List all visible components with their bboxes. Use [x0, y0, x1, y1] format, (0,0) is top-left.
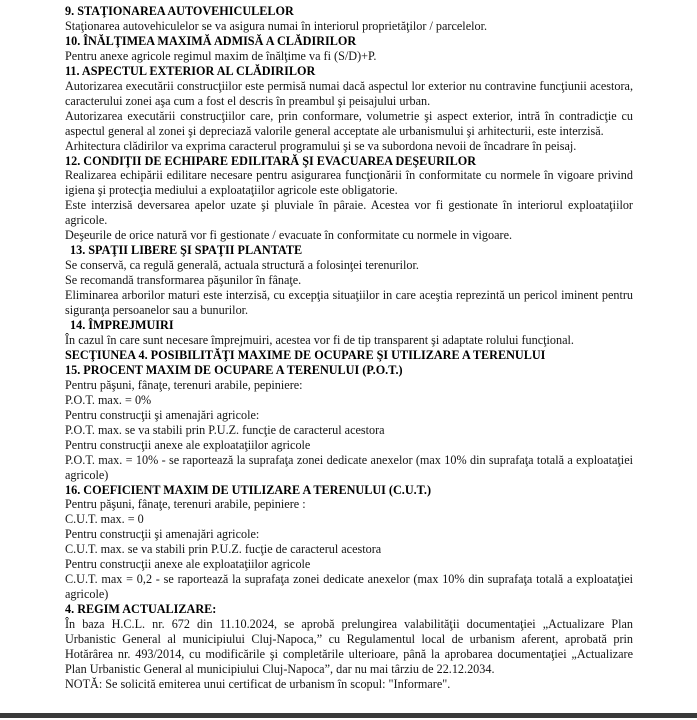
para-pot-puz: P.O.T. max. se va stabili prin P.U.Z. funcţie de caracterul acestora — [65, 422, 385, 437]
heading-9-stationarea-autovehiculelor: 9. STAŢIONAREA AUTOVEHICULELOR — [65, 4, 294, 18]
para-realizarea-echiparii: Realizarea echipării edilitare necesare pentru asigurarea funcţionării în conformitate cu normele în vigoare privind igiena şi protecţia mediului a exploataţiilor agricole este obligatorie. — [65, 168, 633, 198]
para-autorizare-aspect-exterior-1: Autorizarea executării construcţiilor este permisă numai dacă aspectul lor exterior nu contravine funcţiunii acestora, caracterului zonei aşa cum a fost el descris în preambul şi peisajului urban. — [65, 78, 633, 108]
heading-16-cut: 16. COEFICIENT MAXIM DE UTILIZARE A TERENULUI (C.U.T.) — [65, 482, 432, 497]
heading-14-imprejmuiri: 14. ÎMPREJMUIRI — [70, 318, 174, 333]
para-deseurile: Deşeurile de orice natură vor fi gestionate / evacuate în conformitate cu normele in vigoare. — [65, 228, 513, 243]
para-arhitectura-cladirilor: Arhitectura clădirilor va exprima caracterul programului şi se va subordona nevoii de încadrare în peisaj. — [65, 138, 577, 153]
para-cut-constructii-amenajari: Pentru construcţii şi amenajări agricole: — [65, 527, 260, 542]
para-pot-max-10: P.O.T. max. = 10% - se raportează la suprafaţa zonei dedicate anexelor (max 10% din suprafaţa totală a exploataţiei agricole) — [65, 452, 633, 482]
para-eliminarea-arborilor: Eliminarea arborilor maturi este interzisă, cu excepţia situaţiilor in care aceştia reprezintă un pericol iminent pentru siguranţa persoanelor sau a bunurilor. — [65, 288, 633, 318]
heading-12-conditii-echipare: 12. CONDIŢII DE ECHIPARE EDILITARĂ ŞI EVACUAREA DEŞEURILOR — [65, 153, 477, 168]
heading-15-pot: 15. PROCENT MAXIM DE OCUPARE A TERENULUI (P.O.T.) — [65, 362, 403, 377]
para-hcl-672-prelungire: În baza H.C.L. nr. 672 din 11.10.2024, se aprobă prelungirea valabilităţii documentaţiei „Actualizare Plan Urbanistic General al municipiului Cluj-Napoca,” cu Regulamentul local de urbanism aferent, aprobată prin Hotărârea nr. 493/2014, cu modificările şi completările ulterioare, până la aprobarea documentaţiei „Actualizare Plan Urbanistic General al municipiului Cluj-Napoca”, dar nu mai târziu de 22.12.2034. — [65, 617, 633, 676]
para-transformare-pasuni: Se recomandă transformarea păşunilor în fânaţe. — [65, 273, 302, 288]
document-page — [65, 4, 633, 692]
para-nota-certificat-urbanism: NOTĂ: Se solicită emiterea unui certificat de urbanism în scopul: "Informare". — [65, 676, 451, 691]
para-cut-pasuni: Pentru păşuni, fânaţe, terenuri arabile, pepiniere : — [65, 497, 306, 512]
para-pot-max-0: P.O.T. max. = 0% — [65, 392, 152, 407]
para-autorizare-aspect-exterior-2: Autorizarea executării construcţiilor care, prin conformare, volumetrie şi aspect exterior, intră în contradicţie cu aspectul general al zonei şi depreciază valorile general acceptate ale urbanismului şi arhitecturii, este interzisă. — [65, 108, 633, 138]
heading-13-spatii-libere: 13. SPAŢII LIBERE ŞI SPAŢII PLANTATE — [70, 243, 303, 258]
para-imprejmuiri-transparente: În cazul în care sunt necesare împrejmuiri, acestea vor fi de tip transparent şi adaptate rolului funcţional. — [65, 332, 574, 347]
heading-10-inaltimea-maxima: 10. ÎNĂLŢIMEA MAXIMĂ ADMISĂ A CLĂDIRILOR — [65, 33, 357, 48]
para-cut-puz: C.U.T. max. se va stabili prin P.U.Z. fucţie de caracterul acestora — [65, 542, 382, 557]
para-pot-constructii-anexe: Pentru construcţii anexe ale exploataţiilor agricole — [65, 437, 311, 452]
para-inaltime-anexe-agricole: Pentru anexe agricole regimul maxim de înălţime va fi (S/D)+P. — [65, 48, 377, 63]
heading-11-aspectul-exterior: 11. ASPECTUL EXTERIOR AL CLĂDIRILOR — [65, 63, 316, 78]
para-cut-max-0: C.U.T. max. = 0 — [65, 512, 144, 527]
para-se-conserva-structura: Se conservă, ca regulă generală, actuala structură a folosinţei terenurilor. — [65, 258, 419, 273]
para-stationarea: Staţionarea autovehiculelor se va asigura numai în interiorul proprietăţilor / parcelelor. — [65, 18, 488, 33]
heading-sectiunea-4: SECŢIUNEA 4. POSIBILITĂŢI MAXIME DE OCUPARE ŞI UTILIZARE A TERENULUI — [65, 347, 546, 362]
para-pot-pasuni: Pentru păşuni, fânaţe, terenuri arabile, pepiniere: — [65, 377, 303, 392]
page-bottom-edge — [0, 713, 697, 718]
para-deversare-ape-uzate: Este interzisă deversarea apelor uzate şi pluviale în pâraie. Acestea vor fi gestionate în interiorul exploataţiilor agricole. — [65, 198, 633, 228]
para-cut-max-02: C.U.T. max = 0,2 - se raportează la suprafaţa zonei dedicate anexelor (max 10% din suprafaţa totală a exploataţiei agricole) — [65, 572, 633, 602]
para-cut-constructii-anexe: Pentru construcţii anexe ale exploataţiilor agricole — [65, 557, 311, 572]
heading-4-regim-actualizare: 4. REGIM ACTUALIZARE: — [65, 602, 217, 617]
para-pot-constructii-amenajari: Pentru construcţii şi amenajări agricole: — [65, 407, 260, 422]
